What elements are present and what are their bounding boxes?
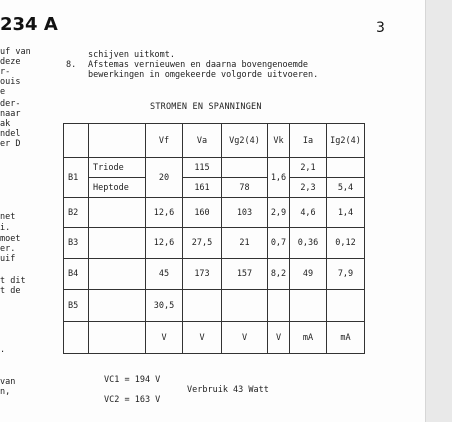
left-fragment: t dit	[0, 276, 26, 286]
table-cell: 2,1	[290, 158, 327, 178]
left-fragment: uif	[0, 254, 16, 264]
header-cell-empty	[64, 124, 89, 158]
table-cell: 4,6	[290, 198, 327, 228]
header-cell-empty	[89, 124, 146, 158]
step-number: 8.	[66, 60, 77, 70]
row-sublabel	[89, 290, 146, 322]
table-row	[64, 259, 365, 290]
page-number: 3	[376, 20, 385, 36]
row-label: B2	[64, 198, 89, 228]
row-sublabel	[89, 228, 146, 259]
left-fragment: er.	[0, 244, 16, 254]
unit-cell: mA	[290, 322, 327, 354]
left-fragment: ouis	[0, 77, 21, 87]
table-cell: 12,6	[146, 228, 183, 259]
left-fragment: er D	[0, 139, 21, 149]
left-fragment: moet	[0, 234, 21, 244]
table-cell: 12,6	[146, 198, 183, 228]
left-fragment: naar	[0, 109, 21, 119]
table-cell: 1,6	[268, 158, 290, 198]
table-cell: 7,9	[327, 259, 365, 290]
table-cell	[327, 158, 365, 178]
body-text-line: bewerkingen in omgekeerde volgorde uitvoeren.	[88, 70, 319, 80]
table-cell	[222, 158, 268, 178]
table-cell	[183, 290, 222, 322]
table-cell	[222, 290, 268, 322]
row-label: B5	[64, 290, 89, 322]
row-label: B1	[64, 158, 89, 198]
left-fragment: net	[0, 212, 16, 222]
header-cell: Vk	[268, 124, 290, 158]
left-fragment: ndel	[0, 129, 21, 139]
table-row	[64, 158, 365, 178]
left-fragment: t de	[0, 286, 21, 296]
unit-cell: V	[268, 322, 290, 354]
table-cell: 103	[222, 198, 268, 228]
units-cell-empty	[64, 322, 89, 354]
header-cell: Vf	[146, 124, 183, 158]
table-cell: 0,7	[268, 228, 290, 259]
currents-voltages-table	[63, 123, 365, 354]
row-label: B4	[64, 259, 89, 290]
unit-cell: V	[146, 322, 183, 354]
table-cell: 157	[222, 259, 268, 290]
body-text-line: Afstemas vernieuwen en daarna bovengenoemde	[88, 60, 309, 70]
table-cell	[268, 290, 290, 322]
table-cell: 2,9	[268, 198, 290, 228]
table-cell: 8,2	[268, 259, 290, 290]
table-row	[64, 178, 365, 198]
body-text-line: schijven uitkomt.	[88, 50, 175, 60]
table-cell: 45	[146, 259, 183, 290]
viewer-scroll-margin	[425, 0, 452, 422]
table-cell	[327, 290, 365, 322]
header-cell: Ia	[290, 124, 327, 158]
table-header-row	[64, 124, 365, 158]
table-row	[64, 198, 365, 228]
row-sublabel: Heptode	[89, 178, 146, 198]
table-cell: 27,5	[183, 228, 222, 259]
unit-cell: V	[222, 322, 268, 354]
table-title: STROMEN EN SPANNINGEN	[150, 102, 262, 112]
header-cell: Va	[183, 124, 222, 158]
vc2-value: VC2 = 163 V	[104, 395, 161, 405]
left-fragment: i.	[0, 223, 11, 233]
left-fragment: uf van	[0, 47, 31, 57]
left-fragment: n,	[0, 387, 11, 397]
table-cell	[290, 290, 327, 322]
left-fragment: ak	[0, 119, 11, 129]
table-cell: 49	[290, 259, 327, 290]
row-sublabel	[89, 198, 146, 228]
table-cell: 161	[183, 178, 222, 198]
row-sublabel	[89, 259, 146, 290]
header-cell: Vg2(4)	[222, 124, 268, 158]
table-cell: 173	[183, 259, 222, 290]
table-cell: 20	[146, 158, 183, 198]
table-cell: 30,5	[146, 290, 183, 322]
left-fragment: r-	[0, 67, 11, 77]
table-row	[64, 290, 365, 322]
units-cell-empty	[89, 322, 146, 354]
row-label: B3	[64, 228, 89, 259]
header-cell: Ig2(4)	[327, 124, 365, 158]
table-cell: 160	[183, 198, 222, 228]
row-sublabel: Triode	[89, 158, 146, 178]
page-title: 234 A	[0, 14, 58, 35]
table-cell: 0,12	[327, 228, 365, 259]
left-fragment: van	[0, 377, 16, 387]
left-fragment: .	[0, 345, 6, 355]
left-fragment: der-	[0, 99, 21, 109]
units-row	[64, 322, 365, 354]
table-cell: 78	[222, 178, 268, 198]
vc1-value: VC1 = 194 V	[104, 375, 161, 385]
table-cell: 2,3	[290, 178, 327, 198]
table-cell: 1,4	[327, 198, 365, 228]
consumption-text: Verbruik 43 Watt	[187, 385, 269, 395]
unit-cell: mA	[327, 322, 365, 354]
left-fragment: deze	[0, 57, 21, 67]
left-fragment: e	[0, 87, 6, 97]
table-row	[64, 228, 365, 259]
table-cell: 21	[222, 228, 268, 259]
unit-cell: V	[183, 322, 222, 354]
table-cell: 5,4	[327, 178, 365, 198]
table-cell: 0,36	[290, 228, 327, 259]
table-cell: 115	[183, 158, 222, 178]
